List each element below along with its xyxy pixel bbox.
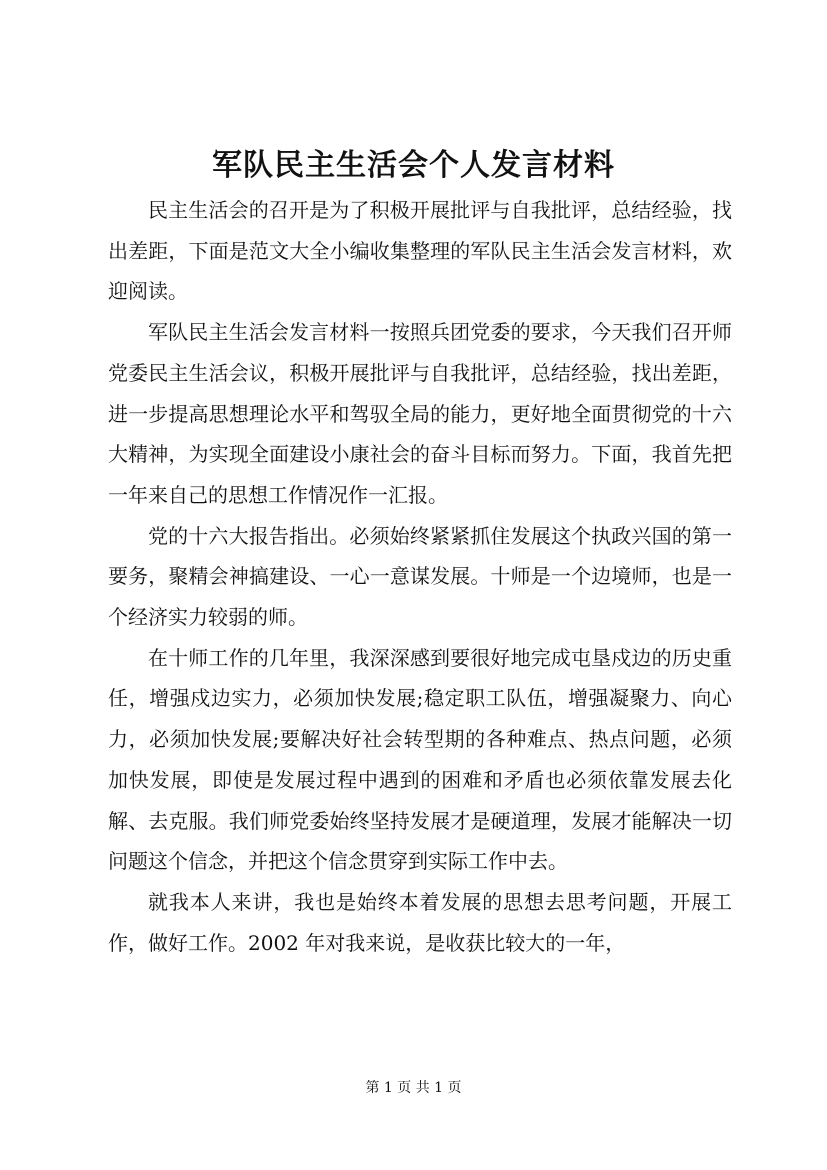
document-title: 军队民主生活会个人发言材料 <box>212 148 615 183</box>
paragraph-sixteenth-congress: 党的十六大报告指出。必须始终紧紧抓住发展这个执政兴国的第一要务，聚精会神搞建设、一心一意谋发展。十师是一个边境师，也是一个经济实力较弱的师。 <box>108 523 732 630</box>
paragraph-development: 在十师工作的几年里，我深深感到要很好地完成屯垦戍边的历史重任，增强戍边实力，必须加快发展;稳定职工队伍，增强凝聚力、向心力，必须加快发展;要解决好社会转型期的各种难点、热点问题，必须加快发展，即使是发展过程中遇到的困难和矛盾也必须依靠发展去化解、去克服。我们师党委始终坚持发展才是硬道理，发展才能解决一切问题这个信念，并把这个信念贯穿到实际工作中去。 <box>108 645 732 874</box>
paragraph-personal: 就我本人来讲，我也是始终本着发展的思想去思考问题，开展工作，做好工作。2002 年对我来说，是收获比较大的一年， <box>108 889 732 955</box>
paragraph-intro: 民主生活会的召开是为了积极开展批评与自我批评，总结经验，找出差距，下面是范文大全小编收集整理的军队民主生活会发言材料，欢迎阅读。 <box>108 198 732 304</box>
page-number-footer: 第 1 页 共 1 页 <box>365 1080 462 1096</box>
document-body <box>108 190 732 963</box>
paragraph-opening: 军队民主生活会发言材料一按照兵团党委的要求，今天我们召开师党委民主生活会议，积极开展批评与自我批评，总结经验，找出差距，进一步提高思想理论水平和驾驭全局的能力，更好地全面贯彻党的十六大精神，为实现全面建设小康社会的奋斗目标而努力。下面，我首先把一年来自己的思想工作情况作一汇报。 <box>108 320 732 507</box>
